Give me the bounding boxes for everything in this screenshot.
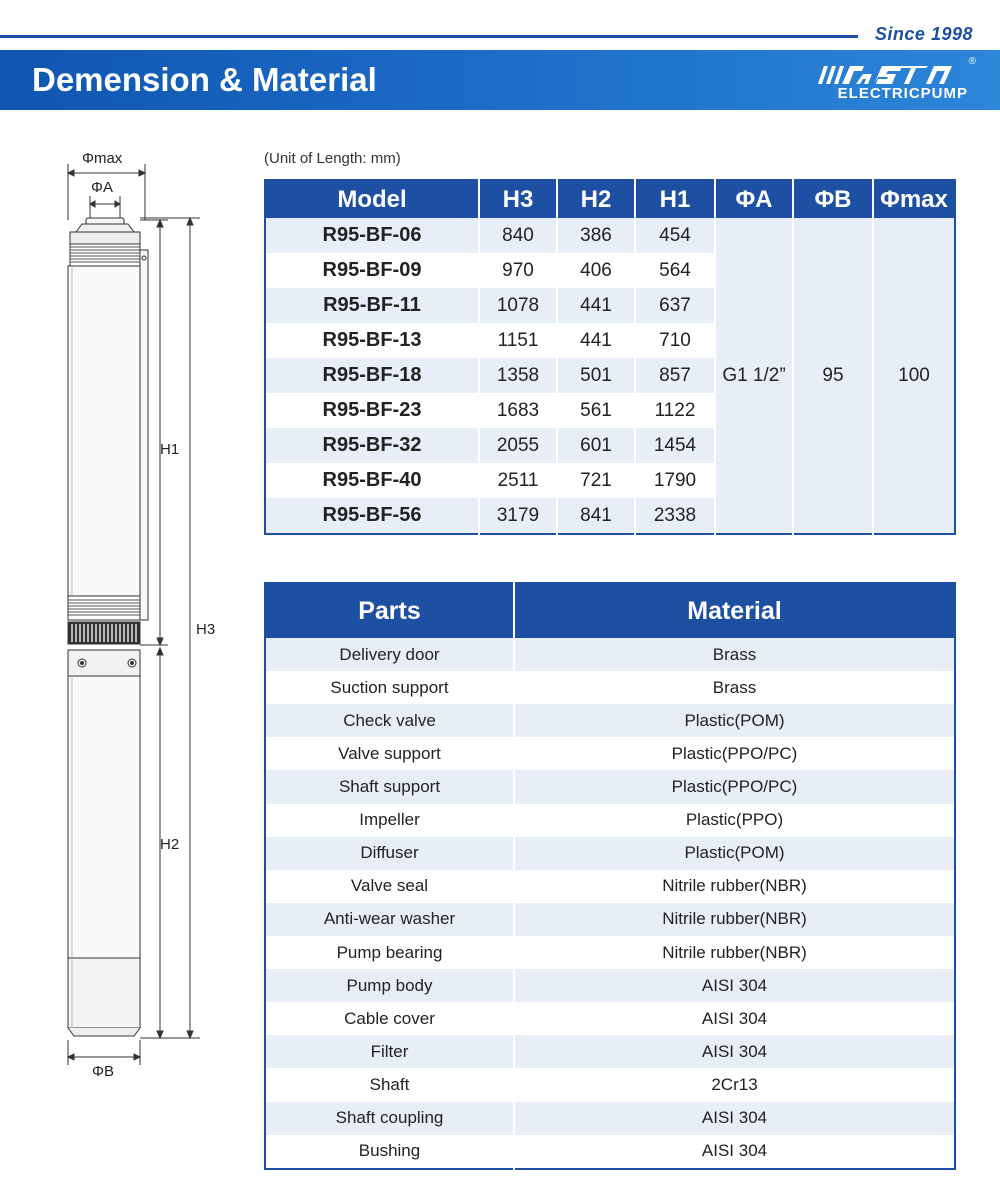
part-cell: Pump bearing — [265, 936, 514, 969]
col-phi-b: ΦB — [793, 180, 873, 218]
table-row — [265, 837, 955, 870]
table-row — [265, 671, 955, 704]
part-cell: Suction support — [265, 671, 514, 704]
h3-cell: 3179 — [479, 498, 557, 534]
h2-cell: 441 — [557, 323, 635, 358]
model-cell: R95-BF-09 — [265, 253, 479, 288]
h1-cell: 1790 — [635, 463, 715, 498]
material-cell: Brass — [514, 638, 955, 671]
part-cell: Delivery door — [265, 638, 514, 671]
part-cell: Bushing — [265, 1135, 514, 1169]
col-phi-max: Φmax — [873, 180, 955, 218]
h2-cell: 561 — [557, 393, 635, 428]
part-cell: Filter — [265, 1035, 514, 1068]
phi-b-cell: 95 — [793, 218, 873, 534]
table-row — [265, 1135, 955, 1169]
model-cell: R95-BF-23 — [265, 393, 479, 428]
table-row — [265, 1102, 955, 1135]
title-banner — [0, 50, 1000, 110]
material-cell: Nitrile rubber(NBR) — [514, 936, 955, 969]
model-cell: R95-BF-11 — [265, 288, 479, 323]
h1-cell: 2338 — [635, 498, 715, 534]
h1-cell: 1122 — [635, 393, 715, 428]
material-cell: Plastic(PPO/PC) — [514, 770, 955, 803]
material-cell: AISI 304 — [514, 1102, 955, 1135]
model-cell: R95-BF-18 — [265, 358, 479, 393]
model-cell: R95-BF-13 — [265, 323, 479, 358]
part-cell: Shaft — [265, 1068, 514, 1101]
table-row — [265, 1035, 955, 1068]
material-cell: Plastic(PPO) — [514, 804, 955, 837]
part-cell: Impeller — [265, 804, 514, 837]
phi-max-cell: 100 — [873, 218, 955, 534]
h2-cell: 721 — [557, 463, 635, 498]
part-cell: Pump body — [265, 969, 514, 1002]
h1-cell: 454 — [635, 218, 715, 253]
phi-a-label: ΦA — [91, 179, 113, 196]
material-cell: 2Cr13 — [514, 1068, 955, 1101]
table-row — [265, 804, 955, 837]
brand-name: ELECTRICPUMP — [837, 85, 968, 102]
brand-logo — [808, 56, 976, 106]
material-cell: AISI 304 — [514, 969, 955, 1002]
material-cell: AISI 304 — [514, 1002, 955, 1035]
table-row — [265, 1002, 955, 1035]
material-cell: AISI 304 — [514, 1135, 955, 1169]
h3-cell: 970 — [479, 253, 557, 288]
part-cell: Check valve — [265, 704, 514, 737]
phi-max-label: Φmax — [82, 150, 123, 167]
table-row — [265, 903, 955, 936]
registered-mark: ® — [968, 56, 976, 67]
col-h1: H1 — [635, 180, 715, 218]
dimension-header-row — [265, 180, 955, 218]
col-model: Model — [265, 180, 479, 218]
table-row — [265, 218, 955, 253]
h3-cell: 1358 — [479, 358, 557, 393]
table-row — [265, 870, 955, 903]
table-row — [265, 969, 955, 1002]
phi-a-cell: G1 1/2” — [715, 218, 793, 534]
h1-label: H1 — [160, 441, 180, 458]
col-h3: H3 — [479, 180, 557, 218]
material-cell: Brass — [514, 671, 955, 704]
material-table — [264, 582, 956, 1170]
h3-cell: 2511 — [479, 463, 557, 498]
model-cell: R95-BF-40 — [265, 463, 479, 498]
since-text: Since 1998 — [874, 24, 973, 44]
table-row — [265, 737, 955, 770]
h1-cell: 1454 — [635, 428, 715, 463]
h3-cell: 840 — [479, 218, 557, 253]
h1-cell: 857 — [635, 358, 715, 393]
material-header-row — [265, 583, 955, 638]
table-row — [265, 704, 955, 737]
h3-cell: 1078 — [479, 288, 557, 323]
h1-cell: 710 — [635, 323, 715, 358]
model-cell: R95-BF-06 — [265, 218, 479, 253]
col-material: Material — [514, 583, 955, 638]
h2-cell: 841 — [557, 498, 635, 534]
h2-cell: 441 — [557, 288, 635, 323]
dimension-table — [264, 179, 956, 535]
h2-cell: 386 — [557, 218, 635, 253]
h2-cell: 406 — [557, 253, 635, 288]
table-row — [265, 770, 955, 803]
part-cell: Valve support — [265, 737, 514, 770]
part-cell: Diffuser — [265, 837, 514, 870]
col-h2: H2 — [557, 180, 635, 218]
model-cell: R95-BF-32 — [265, 428, 479, 463]
material-cell: Nitrile rubber(NBR) — [514, 903, 955, 936]
pump-drawing — [40, 140, 240, 1090]
part-cell: Shaft coupling — [265, 1102, 514, 1135]
material-cell: Plastic(POM) — [514, 704, 955, 737]
table-row — [265, 638, 955, 671]
h3-cell: 2055 — [479, 428, 557, 463]
page-title: Demension & Material — [32, 61, 377, 98]
pump-diagram — [40, 140, 240, 1090]
unit-note: (Unit of Length: mm) — [264, 150, 401, 167]
material-cell: Nitrile rubber(NBR) — [514, 870, 955, 903]
part-cell: Shaft support — [265, 770, 514, 803]
model-cell: R95-BF-56 — [265, 498, 479, 534]
col-phi-a: ΦA — [715, 180, 793, 218]
h1-cell: 637 — [635, 288, 715, 323]
table-row — [265, 936, 955, 969]
col-parts: Parts — [265, 583, 514, 638]
h3-label: H3 — [196, 621, 216, 638]
h2-label: H2 — [160, 836, 180, 853]
table-row — [265, 1068, 955, 1101]
header-rule — [0, 35, 858, 38]
phi-b-label: ΦB — [92, 1063, 114, 1080]
material-cell: AISI 304 — [514, 1035, 955, 1068]
h2-cell: 601 — [557, 428, 635, 463]
material-cell: Plastic(POM) — [514, 837, 955, 870]
h2-cell: 501 — [557, 358, 635, 393]
h3-cell: 1683 — [479, 393, 557, 428]
part-cell: Valve seal — [265, 870, 514, 903]
h1-cell: 564 — [635, 253, 715, 288]
material-cell: Plastic(PPO/PC) — [514, 737, 955, 770]
part-cell: Anti-wear washer — [265, 903, 514, 936]
part-cell: Cable cover — [265, 1002, 514, 1035]
h3-cell: 1151 — [479, 323, 557, 358]
